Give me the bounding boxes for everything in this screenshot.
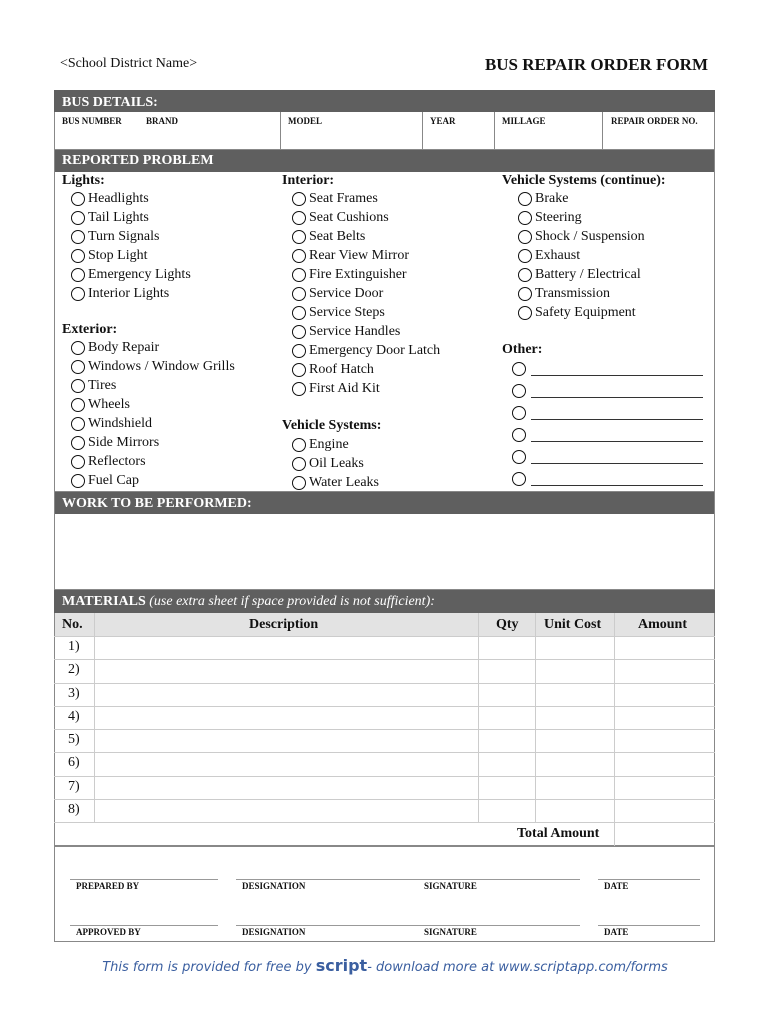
materials-row[interactable] bbox=[54, 752, 715, 775]
option-label: Service Handles bbox=[309, 324, 401, 339]
radio-icon[interactable] bbox=[518, 192, 532, 206]
materials-row-number: 8) bbox=[68, 801, 80, 817]
radio-icon[interactable] bbox=[292, 287, 306, 301]
radio-icon[interactable] bbox=[71, 398, 85, 412]
col-unit-cost: Unit Cost bbox=[544, 617, 602, 632]
option-label: Roof Hatch bbox=[309, 362, 374, 377]
systems-option-0[interactable] bbox=[292, 437, 349, 453]
radio-icon[interactable] bbox=[292, 230, 306, 244]
interior-option-0[interactable] bbox=[292, 191, 378, 207]
signature-line[interactable] bbox=[236, 879, 420, 880]
col-description: Description bbox=[249, 617, 319, 632]
interior-option-1[interactable] bbox=[292, 210, 389, 226]
exterior-option-6[interactable] bbox=[71, 454, 146, 470]
exterior-option-2[interactable] bbox=[71, 378, 116, 394]
lights-label: Lights: bbox=[62, 173, 105, 188]
other-blank-line[interactable] bbox=[531, 363, 703, 376]
radio-icon[interactable] bbox=[71, 360, 85, 374]
radio-icon[interactable] bbox=[292, 211, 306, 225]
signature-line[interactable] bbox=[598, 925, 700, 926]
signature-label: DATE bbox=[604, 927, 629, 937]
interior-option-6[interactable] bbox=[292, 305, 385, 321]
lights-option-0[interactable] bbox=[71, 191, 149, 207]
signature-line[interactable] bbox=[70, 925, 218, 926]
option-label: Rear View Mirror bbox=[309, 248, 409, 263]
signature-label: SIGNATURE bbox=[424, 881, 477, 891]
materials-row[interactable] bbox=[54, 706, 715, 729]
materials-row-number: 5) bbox=[68, 732, 80, 747]
materials-header-row bbox=[55, 613, 714, 636]
col-amount: Amount bbox=[638, 617, 688, 632]
field-millage[interactable]: MILLAGE bbox=[502, 116, 546, 126]
other-label: Other: bbox=[502, 342, 543, 357]
materials-row[interactable] bbox=[54, 799, 715, 822]
other-blank-line[interactable] bbox=[531, 451, 703, 464]
radio-icon[interactable] bbox=[512, 384, 526, 398]
option-label: Emergency Lights bbox=[88, 267, 191, 282]
exterior-option-7[interactable] bbox=[71, 473, 139, 489]
systems-option-2[interactable] bbox=[292, 475, 379, 491]
materials-row-number: 4) bbox=[68, 708, 80, 724]
other-blank-line[interactable] bbox=[531, 473, 703, 486]
materials-row[interactable] bbox=[54, 659, 715, 682]
materials-row[interactable] bbox=[54, 636, 715, 659]
materials-row-number: 1) bbox=[68, 639, 80, 654]
interior-option-7[interactable] bbox=[292, 324, 400, 340]
radio-icon[interactable] bbox=[292, 192, 306, 206]
option-label: Tires bbox=[88, 378, 117, 393]
radio-icon[interactable] bbox=[292, 382, 306, 396]
interior-option-4[interactable] bbox=[292, 267, 407, 283]
vehicle-systems-label: Vehicle Systems: bbox=[282, 418, 382, 433]
field-year[interactable]: YEAR bbox=[430, 116, 456, 126]
radio-icon[interactable] bbox=[292, 476, 306, 490]
exterior-option-0[interactable] bbox=[71, 340, 159, 356]
interior-option-8[interactable] bbox=[292, 343, 440, 359]
other-option-3[interactable] bbox=[512, 428, 703, 442]
radio-icon[interactable] bbox=[71, 249, 85, 263]
other-option-0[interactable] bbox=[512, 362, 703, 376]
signature-line[interactable] bbox=[418, 925, 580, 926]
systems-option-1[interactable] bbox=[292, 456, 364, 472]
option-label: Fire Extinguisher bbox=[309, 267, 407, 282]
field-bus-number[interactable]: BUS NUMBER bbox=[62, 116, 122, 126]
systems-cont-option-4[interactable] bbox=[518, 267, 641, 283]
field-brand[interactable]: BRAND bbox=[146, 116, 179, 126]
option-label: Exhaust bbox=[535, 248, 581, 263]
option-label: Windows / Window Grills bbox=[88, 359, 235, 374]
materials-row-number: 7) bbox=[68, 778, 80, 794]
option-label: Seat Frames bbox=[309, 191, 378, 206]
radio-icon[interactable] bbox=[512, 362, 526, 376]
materials-row[interactable] bbox=[54, 776, 715, 799]
district-name: <School District Name> bbox=[60, 56, 198, 71]
footer-suffix[interactable]: - download more at www.scriptapp.com/forms bbox=[367, 960, 668, 975]
lights-option-4[interactable] bbox=[71, 267, 191, 283]
signature-label: SIGNATURE bbox=[424, 927, 477, 937]
other-option-5[interactable] bbox=[512, 472, 703, 486]
option-label: Stop Light bbox=[88, 248, 148, 263]
radio-icon[interactable] bbox=[512, 406, 526, 420]
radio-icon[interactable] bbox=[518, 306, 532, 320]
bus-details-heading: BUS DETAILS: bbox=[54, 90, 715, 112]
radio-icon[interactable] bbox=[71, 268, 85, 282]
radio-icon[interactable] bbox=[71, 192, 85, 206]
interior-option-10[interactable] bbox=[292, 381, 380, 397]
systems-cont-option-5[interactable] bbox=[518, 286, 610, 302]
radio-icon[interactable] bbox=[292, 457, 306, 471]
systems-cont-option-3[interactable] bbox=[518, 248, 580, 264]
option-label: Engine bbox=[309, 437, 349, 452]
radio-icon[interactable] bbox=[292, 249, 306, 263]
option-label: Safety Equipment bbox=[535, 305, 636, 320]
exterior-option-3[interactable] bbox=[71, 397, 130, 413]
materials-title: MATERIALS bbox=[62, 594, 146, 609]
option-label: Fuel Cap bbox=[88, 473, 139, 488]
radio-icon[interactable] bbox=[518, 230, 532, 244]
radio-icon[interactable] bbox=[71, 230, 85, 244]
radio-icon[interactable] bbox=[292, 325, 306, 339]
col-no: No. bbox=[62, 617, 83, 632]
other-option-2[interactable] bbox=[512, 406, 703, 420]
materials-row[interactable] bbox=[54, 729, 715, 752]
other-option-1[interactable] bbox=[512, 384, 703, 398]
radio-icon[interactable] bbox=[71, 287, 85, 301]
radio-icon[interactable] bbox=[71, 455, 85, 469]
other-blank-line[interactable] bbox=[531, 385, 703, 398]
other-blank-line[interactable] bbox=[531, 407, 703, 420]
radio-icon[interactable] bbox=[292, 306, 306, 320]
footer-note bbox=[0, 956, 770, 975]
radio-icon[interactable] bbox=[292, 344, 306, 358]
option-label: Turn Signals bbox=[88, 229, 160, 244]
radio-icon[interactable] bbox=[518, 287, 532, 301]
systems-cont-option-2[interactable] bbox=[518, 229, 645, 245]
signature-line[interactable] bbox=[236, 925, 420, 926]
field-model[interactable]: MODEL bbox=[288, 116, 323, 126]
option-label: Oil Leaks bbox=[309, 456, 364, 471]
materials-row-number: 6) bbox=[68, 755, 80, 771]
radio-icon[interactable] bbox=[518, 249, 532, 263]
radio-icon[interactable] bbox=[71, 417, 85, 431]
option-label: Body Repair bbox=[88, 340, 160, 355]
materials-note: (use extra sheet if space provided is not sufficient): bbox=[149, 594, 435, 609]
radio-icon[interactable] bbox=[512, 472, 526, 486]
radio-icon[interactable] bbox=[71, 211, 85, 225]
option-label: Transmission bbox=[535, 286, 610, 301]
interior-option-9[interactable] bbox=[292, 362, 374, 378]
radio-icon[interactable] bbox=[71, 379, 85, 393]
radio-icon[interactable] bbox=[518, 211, 532, 225]
exterior-option-5[interactable] bbox=[71, 435, 159, 451]
exterior-label: Exterior: bbox=[62, 322, 118, 337]
signature-line[interactable] bbox=[598, 879, 700, 880]
option-label: Reflectors bbox=[88, 454, 146, 469]
signature-label: DESIGNATION bbox=[242, 927, 306, 937]
signature-label: DESIGNATION bbox=[242, 881, 306, 891]
col-qty: Qty bbox=[496, 617, 519, 632]
reported-problem-heading: REPORTED PROBLEM bbox=[54, 150, 715, 172]
signature-label: PREPARED BY bbox=[76, 881, 140, 891]
radio-icon[interactable] bbox=[512, 450, 526, 464]
radio-icon[interactable] bbox=[512, 428, 526, 442]
other-option-4[interactable] bbox=[512, 450, 703, 464]
systems-cont-option-0[interactable] bbox=[518, 191, 568, 207]
interior-option-5[interactable] bbox=[292, 286, 383, 302]
field-repair-order-no[interactable]: REPAIR ORDER NO. bbox=[611, 116, 698, 126]
option-label: Wheels bbox=[88, 397, 130, 412]
option-label: Headlights bbox=[88, 191, 149, 206]
materials-heading bbox=[54, 590, 715, 613]
lights-option-2[interactable] bbox=[71, 229, 159, 245]
option-label: Service Steps bbox=[309, 305, 385, 320]
option-label: Emergency Door Latch bbox=[309, 343, 441, 358]
radio-icon[interactable] bbox=[292, 363, 306, 377]
systems-cont-option-1[interactable] bbox=[518, 210, 582, 226]
option-label: Seat Cushions bbox=[309, 210, 389, 225]
radio-icon[interactable] bbox=[71, 474, 85, 488]
option-label: Water Leaks bbox=[309, 475, 379, 490]
signature-label: APPROVED BY bbox=[76, 927, 141, 937]
option-label: Interior Lights bbox=[88, 286, 170, 301]
work-heading: WORK TO BE PERFORMED: bbox=[54, 492, 715, 514]
footer-brand[interactable]: script bbox=[315, 956, 368, 975]
signature-line[interactable] bbox=[70, 879, 218, 880]
vehicle-systems-continue-label: Vehicle Systems (continue): bbox=[502, 173, 666, 188]
systems-cont-option-6[interactable] bbox=[518, 305, 636, 321]
option-label: Tail Lights bbox=[88, 210, 149, 225]
option-label: Side Mirrors bbox=[88, 435, 160, 450]
form-title: BUS REPAIR ORDER FORM bbox=[484, 55, 708, 74]
radio-icon[interactable] bbox=[292, 268, 306, 282]
footer-prefix: This form is provided for free by bbox=[102, 960, 316, 975]
materials-row[interactable] bbox=[54, 683, 715, 706]
materials-row-number: 2) bbox=[68, 662, 80, 678]
signature-label: DATE bbox=[604, 881, 629, 891]
exterior-option-4[interactable] bbox=[71, 416, 152, 432]
other-blank-line[interactable] bbox=[531, 429, 703, 442]
option-label: Battery / Electrical bbox=[535, 267, 641, 282]
interior-option-2[interactable] bbox=[292, 229, 365, 245]
lights-option-5[interactable] bbox=[71, 286, 169, 302]
total-amount-label: Total Amount bbox=[517, 826, 600, 841]
option-label: Brake bbox=[535, 191, 569, 206]
radio-icon[interactable] bbox=[292, 438, 306, 452]
radio-icon[interactable] bbox=[518, 268, 532, 282]
interior-label: Interior: bbox=[282, 173, 335, 188]
lights-option-3[interactable] bbox=[71, 248, 148, 264]
interior-option-3[interactable] bbox=[292, 248, 409, 264]
signature-line[interactable] bbox=[418, 879, 580, 880]
option-label: Steering bbox=[535, 210, 582, 225]
materials-row-number: 3) bbox=[68, 685, 80, 701]
radio-icon[interactable] bbox=[71, 341, 85, 355]
option-label: Windshield bbox=[88, 416, 152, 431]
exterior-option-1[interactable] bbox=[71, 359, 235, 375]
option-label: Seat Belts bbox=[309, 229, 366, 244]
work-area[interactable] bbox=[54, 492, 715, 590]
option-label: Service Door bbox=[309, 286, 384, 301]
option-label: First Aid Kit bbox=[309, 381, 380, 396]
radio-icon[interactable] bbox=[71, 436, 85, 450]
option-label: Shock / Suspension bbox=[535, 229, 645, 244]
lights-option-1[interactable] bbox=[71, 210, 149, 226]
